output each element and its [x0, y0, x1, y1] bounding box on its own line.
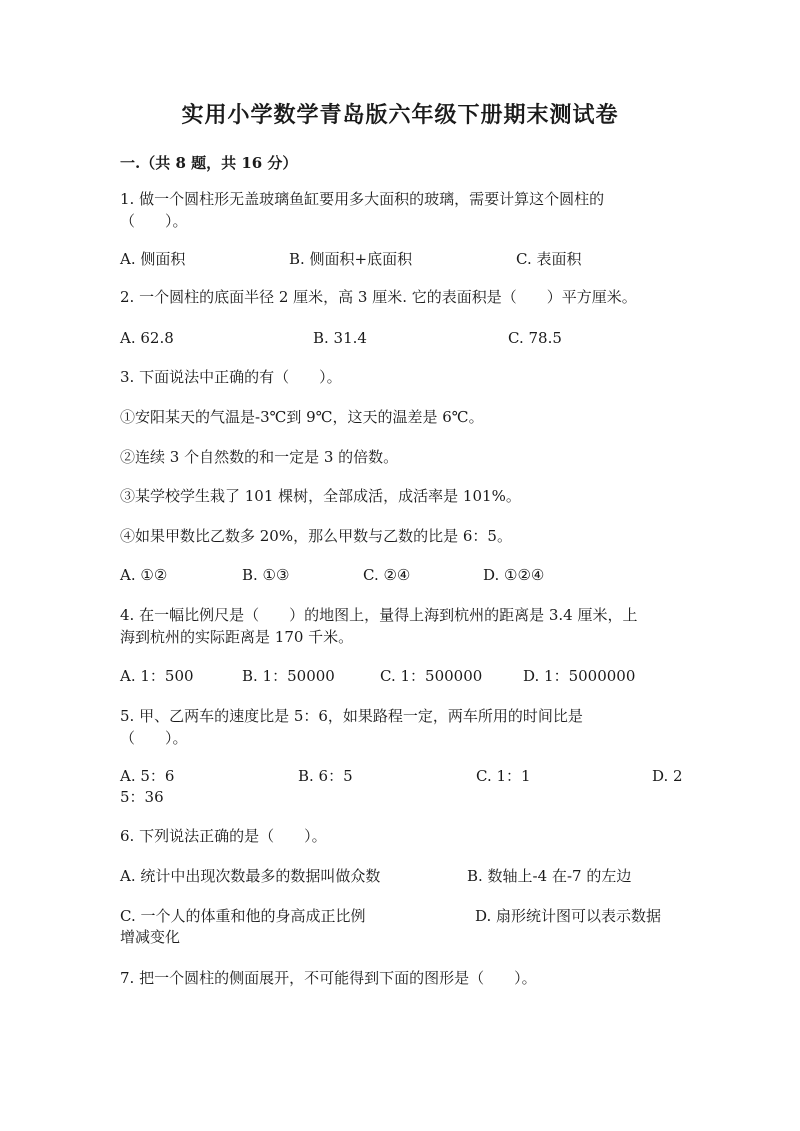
question-3-option-d: D. ①②④: [483, 566, 545, 584]
question-2-option-c: C. 78.5: [508, 329, 562, 347]
question-5-line-1: 5. 甲、乙两车的速度比是 5：6，如果路程一定，两车所用的时间比是: [120, 707, 583, 725]
question-2-option-b: B. 31.4: [313, 329, 367, 347]
question-1: [120, 188, 680, 232]
question-6-option-d: D. 扇形统计图可以表示数据: [475, 907, 662, 925]
question-1-line-1: 1. 做一个圆柱形无盖玻璃鱼缸要用多大面积的玻璃，需要计算这个圆柱的: [120, 190, 605, 208]
question-5-option-b: B. 6：5: [298, 767, 353, 785]
question-2: 2. 一个圆柱的底面半径 2 厘米，高 3 厘米. 它的表面积是（ ）平方厘米。: [120, 288, 637, 306]
question-5-option-a: A. 5：6: [120, 767, 175, 785]
question-1-option-a: A. 侧面积: [120, 250, 186, 268]
question-7: 7. 把一个圆柱的侧面展开，不可能得到下面的图形是（ ）。: [120, 969, 537, 987]
question-1-line-2: （ ）。: [120, 212, 188, 230]
question-6-option-b: B. 数轴上-4 在-7 的左边: [467, 867, 632, 885]
question-4: [120, 604, 680, 648]
question-4-line-2: 海到杭州的实际距离是 170 千米。: [120, 628, 354, 646]
question-2-option-a: A. 62.8: [120, 329, 174, 347]
question-3-option-a: A. ①②: [120, 566, 168, 584]
question-5-option-c: C. 1：1: [476, 767, 531, 785]
question-3: 3. 下面说法中正确的有（ ）。: [120, 368, 342, 386]
question-6: 6. 下列说法正确的是（ ）。: [120, 827, 327, 845]
question-3-statement-1: ①安阳某天的气温是-3℃到 9℃，这天的温差是 6℃。: [120, 408, 484, 426]
question-1-option-c: C. 表面积: [516, 250, 582, 268]
question-3-statement-4: ④如果甲数比乙数多 20%，那么甲数与乙数的比是 6：5。: [120, 527, 512, 545]
question-5-line-2: （ ）。: [120, 729, 188, 747]
question-6-option-d-wrap: 增减变化: [120, 928, 181, 946]
question-4-option-d: D. 1：5000000: [523, 667, 636, 685]
question-4-option-b: B. 1：50000: [242, 667, 335, 685]
question-5-option-d: D. 2: [652, 767, 683, 785]
question-6-option-c: C. 一个人的体重和他的身高成正比例: [120, 907, 366, 925]
question-3-statement-2: ②连续 3 个自然数的和一定是 3 的倍数。: [120, 448, 399, 466]
question-5: [120, 705, 680, 749]
question-4-line-1: 4. 在一幅比例尺是（ ）的地图上，量得上海到杭州的距离是 3.4 厘米，上: [120, 606, 638, 624]
page-title: 实用小学数学青岛版六年级下册期末测试卷: [181, 102, 619, 128]
section-heading: 一.（共 8 题，共 16 分）: [120, 154, 298, 172]
question-4-option-a: A. 1：500: [120, 667, 194, 685]
question-6-option-a: A. 统计中出现次数最多的数据叫做众数: [120, 867, 381, 885]
question-1-option-b: B. 侧面积+底面积: [289, 250, 413, 268]
question-3-option-b: B. ①③: [242, 566, 290, 584]
question-5-option-d-wrap: 5：36: [120, 788, 164, 806]
question-3-statement-3: ③某学校学生栽了 101 棵树，全部成活，成活率是 101%。: [120, 487, 521, 505]
question-4-option-c: C. 1：500000: [380, 667, 483, 685]
question-3-option-c: C. ②④: [363, 566, 411, 584]
